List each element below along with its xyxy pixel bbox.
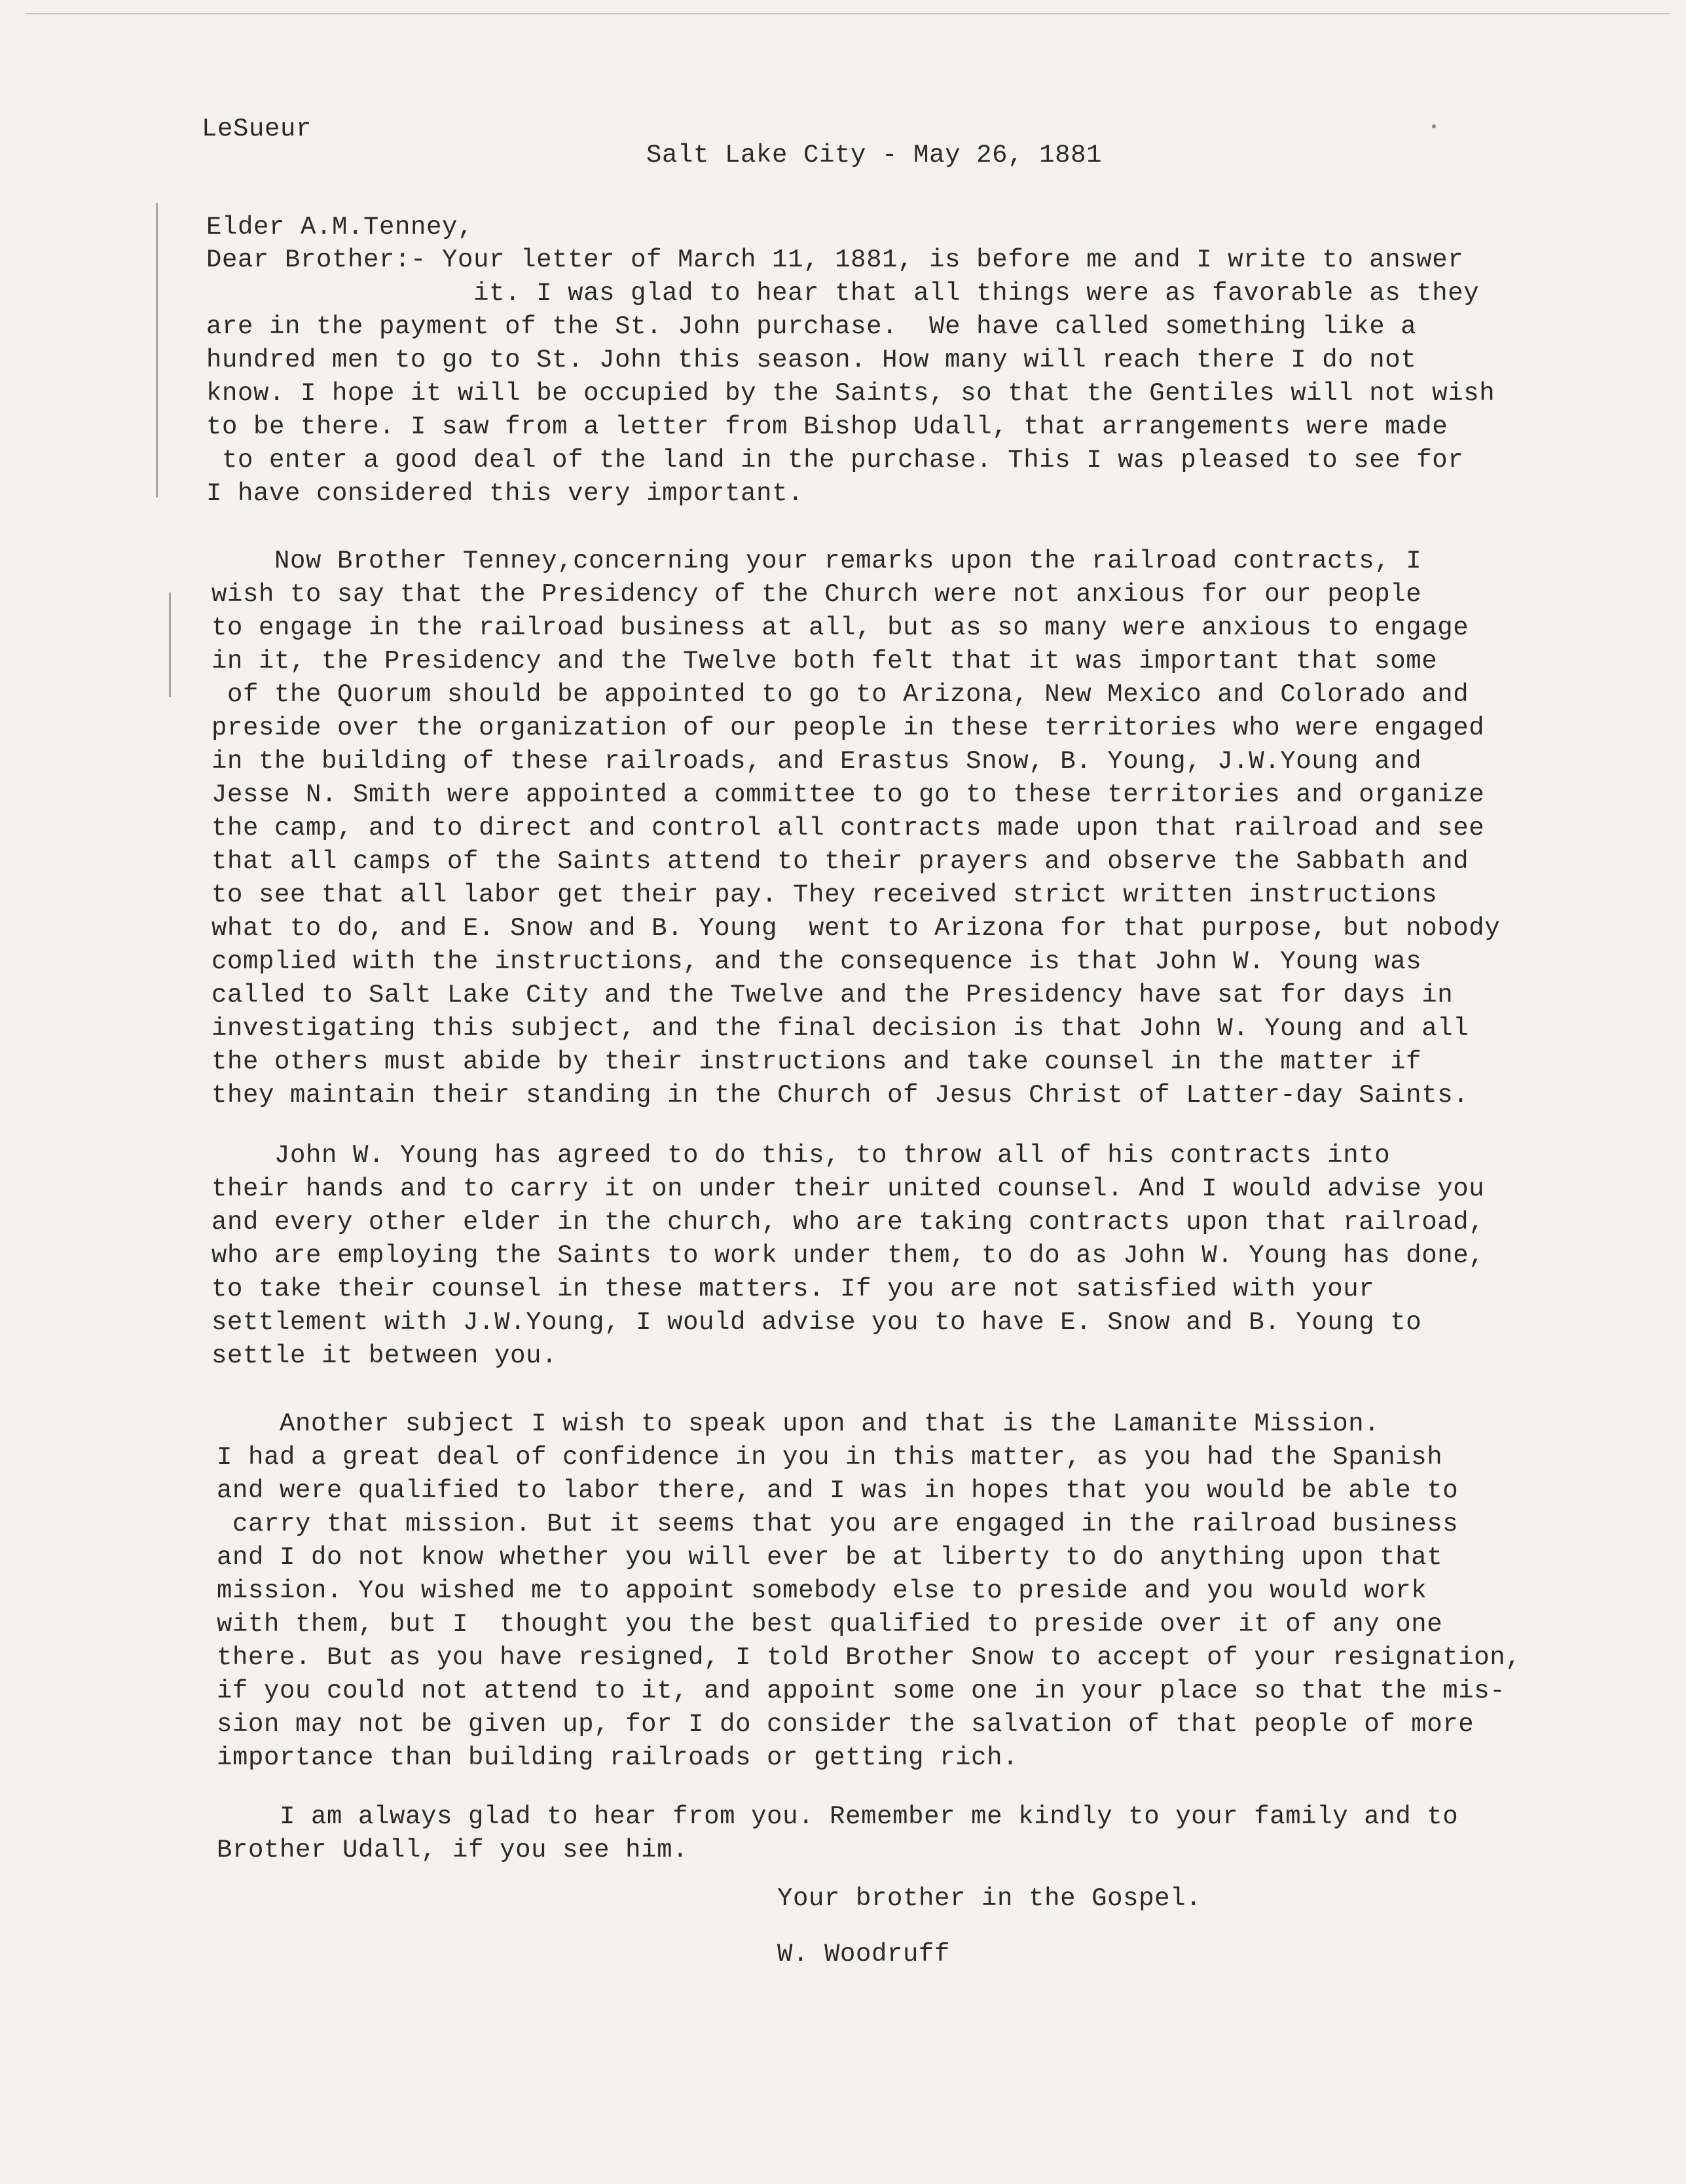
text-line: Dear Brother:- Your letter of March 11, 1881, is before me and I write to answer: [206, 246, 1464, 274]
paragraph-regards: [217, 1800, 1458, 1867]
text-line: of the Quorum should be appointed to go to Arizona, New Mexico and Colorado and: [211, 680, 1469, 709]
text-line: Now Brother Tenney,concerning your remarks upon the railroad contracts, I: [211, 547, 1422, 575]
text-line: that all camps of the Saints attend to their prayers and observe the Sabbath and: [211, 847, 1469, 876]
paper-speck: [1432, 124, 1436, 128]
text-line: what to do, and E. Snow and B. Young went to Arizona for that purpose, but nobody: [211, 914, 1501, 943]
addressee: Elder A.M.Tenney,: [206, 213, 474, 242]
text-line: mission. You wished me to appoint somebody else to preside and you would work: [217, 1576, 1427, 1605]
text-line: Brother Udall, if you see him.: [217, 1836, 689, 1865]
text-line: they maintain their standing in the Church of Jesus Christ of Latter-day Saints.: [211, 1081, 1469, 1110]
paragraph-railroad-contracts: [211, 545, 1500, 1112]
filer-name: LeSueur: [202, 115, 312, 143]
text-line: Another subject I wish to speak upon and that is the Lamanite Mission.: [217, 1410, 1380, 1438]
text-line: to engage in the railroad business at all, but as so many were anxious to engage: [211, 613, 1469, 642]
text-line: preside over the organization of our people in these territories who were engaged: [211, 714, 1485, 742]
text-line: know. I hope it will be occupied by the Saints, so that the Gentiles will not wish: [206, 379, 1495, 408]
signature: W. Woodruff: [777, 1940, 951, 1969]
text-line: settle it between you.: [211, 1341, 558, 1370]
text-line: to enter a good deal of the land in the purchase. This I was pleased to see for: [206, 446, 1464, 475]
text-line: to take their counsel in these matters. If you are not satisfied with your: [211, 1275, 1375, 1303]
text-line: in it, the Presidency and the Twelve both felt that it was important that some: [211, 647, 1438, 676]
paragraph-john-w-young: [211, 1139, 1484, 1373]
text-line: John W. Young has agreed to do this, to throw all of his contracts into: [211, 1141, 1391, 1170]
text-line: and were qualified to labor there, and I was in hopes that you would be able to: [217, 1476, 1459, 1505]
text-line: it. I was glad to hear that all things were as favorable as they: [206, 279, 1480, 308]
text-line: I had a great deal of confidence in you in this matter, as you had the Spanish: [217, 1443, 1443, 1472]
page-top-rule: [26, 13, 1670, 14]
margin-bracket-mark: [156, 203, 158, 498]
text-line: and I do not know whether you will ever be at liberty to do anything upon that: [217, 1543, 1443, 1572]
margin-bracket-mark: [169, 592, 171, 697]
text-line: are in the payment of the St. John purchase. We have called something like a: [206, 312, 1417, 341]
closing-salutation: Your brother in the Gospel.: [777, 1884, 1202, 1913]
text-line: with them, but I thought you the best qualified to preside over it of any one: [217, 1610, 1443, 1639]
text-line: the camp, and to direct and control all contracts made upon that railroad and see: [211, 814, 1485, 843]
text-line: importance than building railroads or getting rich.: [217, 1743, 1019, 1772]
text-line: complied with the instructions, and the consequence is that John W. Young was: [211, 947, 1422, 976]
text-line: carry that mission. But it seems that you are engaged in the railroad business: [217, 1510, 1459, 1538]
text-line: who are employing the Saints to work under them, to do as John W. Young has done,: [211, 1241, 1485, 1270]
text-line: wish to say that the Presidency of the Church were not anxious for our people: [211, 580, 1422, 609]
text-line: settlement with J.W.Young, I would advise you to have E. Snow and B. Young to: [211, 1308, 1422, 1337]
text-line: I have considered this very important.: [206, 479, 804, 508]
text-line: there. But as you have resigned, I told Brother Snow to accept of your resignation,: [217, 1643, 1522, 1672]
text-line: if you could not attend to it, and appoint some one in your place so that the mis-: [217, 1677, 1506, 1705]
paragraph-lamanite-mission: [217, 1408, 1521, 1775]
text-line: called to Salt Lake City and the Twelve and the Presidency have sat for days in: [211, 981, 1454, 1010]
text-line: to be there. I saw from a letter from Bishop Udall, that arrangements were made: [206, 412, 1448, 441]
text-line: I am always glad to hear from you. Remember me kindly to your family and to: [217, 1802, 1459, 1831]
text-line: sion may not be given up, for I do consider the salvation of that people of more: [217, 1710, 1475, 1739]
dateline: Salt Lake City - May 26, 1881: [646, 141, 1103, 170]
text-line: the others must abide by their instructions and take counsel in the matter if: [211, 1047, 1422, 1076]
text-line: hundred men to go to St. John this season. How many will reach there I do not: [206, 346, 1417, 374]
text-line: and every other elder in the church, who are taking contracts upon that railroad,: [211, 1208, 1485, 1237]
text-line: in the building of these railroads, and Erastus Snow, B. Young, J.W.Young and: [211, 747, 1422, 776]
paragraph-opening: [206, 244, 1495, 511]
text-line: investigating this subject, and the final decision is that John W. Young and all: [211, 1014, 1469, 1043]
text-line: Jesse N. Smith were appointed a committee to go to these territories and organize: [211, 780, 1485, 809]
text-line: their hands and to carry it on under their united counsel. And I would advise you: [211, 1174, 1485, 1203]
text-line: to see that all labor get their pay. They received strict written instructions: [211, 881, 1438, 909]
